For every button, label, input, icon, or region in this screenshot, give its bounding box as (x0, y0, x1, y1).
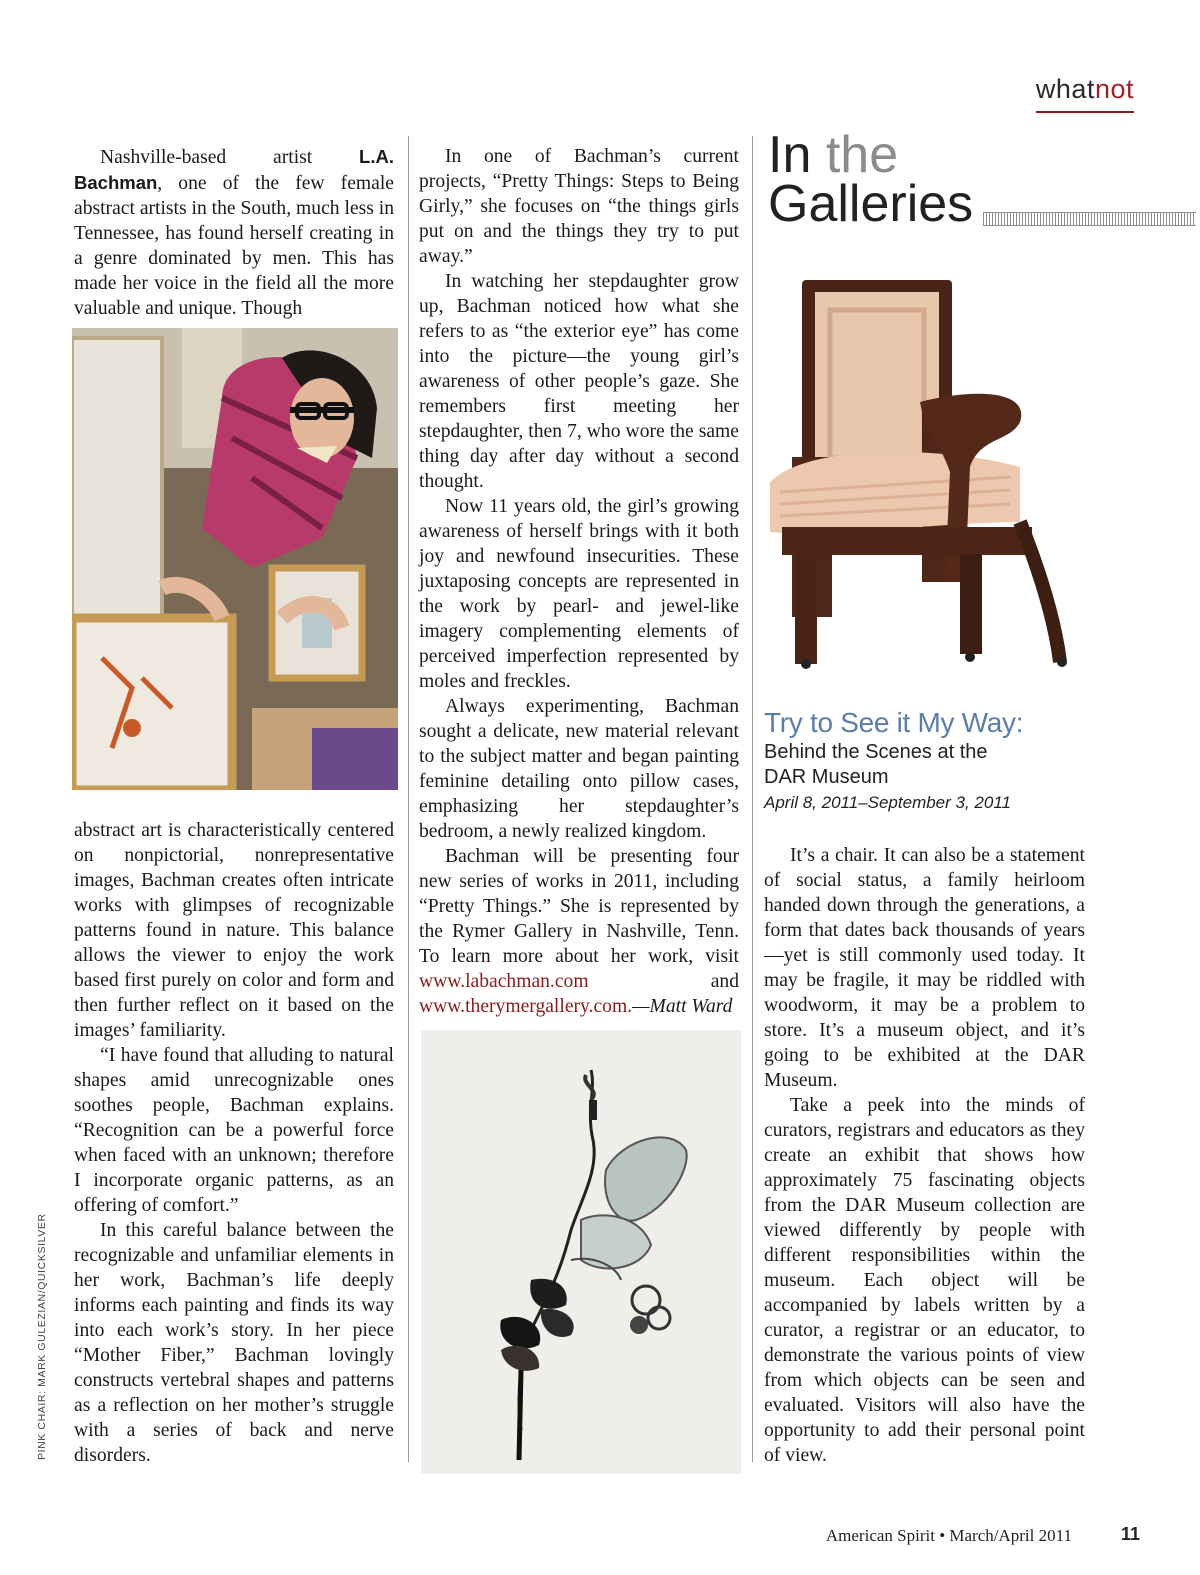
paragraph-8 (419, 844, 739, 1019)
artist-name: L.A. Bachman (74, 146, 394, 193)
byline: —Matt Ward (632, 996, 733, 1017)
section-tag (1036, 74, 1134, 113)
title-hatch-divider (983, 212, 1196, 226)
column-1-bottom (74, 818, 394, 1468)
title-galleries: Galleries (768, 175, 974, 233)
p1-lead: Nashville-based artist (100, 147, 360, 168)
exhibit-subtitle-line-1: Behind the Scenes at the (764, 741, 988, 763)
paragraph-4: In one of Bachman’s current projects, “Pretty Things: Steps to Being Girly,” she focuses on “the things girls put on and the things they try to put away.” (419, 146, 739, 267)
column-1-top (74, 144, 394, 321)
paragraph-7: Always experimenting, Bachman sought a delicate, new material relevant to the subject matter and began painting feminine detailing onto pillow cases, emphasizing her stepdaughter’s bedroom, a newly realized kingdom. (419, 696, 739, 842)
exhibit-subtitle-line-2: DAR Museum (764, 766, 889, 788)
gallery-title (768, 126, 974, 233)
p8-lead: Bachman will be presenting four new series of works in 2011, including “Pretty Things.” She is represented by the Rymer Gallery in Nashville, Tenn. To learn more about her work, visit (419, 846, 739, 967)
labachman-link[interactable]: www.labachman.com (419, 971, 589, 992)
title-the: the (825, 126, 899, 184)
p1-rest: , one of the few female abstract artists in the South, much less in Tennessee, has found herself creating in a genre dominated by men. This has made her voice in the field all the more valuable and unique. Though (74, 173, 394, 319)
p8-and: and (588, 971, 739, 992)
sidebar-paragraph-2: Take a peek into the minds of curators, registrars and educators as they create an exhibit that shows how approximately 75 fascinating objects from the DAR Museum collection are viewed differently by people with different responsibilities within the museum. Each object will be accompanied by labels written by a curator, a registrar or an educator, to demonstrate the various points of view from which objects can be seen and evaluated. Visitors will also have the opportunity to add their personal point of view. (764, 1095, 1085, 1466)
exhibit-heading (764, 706, 1094, 813)
footer-magazine: American Spirit • March/April 2011 (825, 1526, 1072, 1545)
p1-continued: abstract art is characteristically centered on nonpictorial, nonrepresentative images, Bachman creates often intricate works with glimpses of recognizable patterns found in nature. This balance allows the viewer to enjoy the work based first purely on color and form and then further reflect on it based on the images’ familiarity. (74, 820, 394, 1041)
photo-credit: PINK CHAIR: MARK GULEZIAN/QUICKSILVER (36, 1213, 48, 1460)
sidebar-paragraph-1: It’s a chair. It can also be a statement of social status, a family heirloom handed down through the generations, a form that dates back thousands of years—yet is still commonly used today. It may be fragile, it may be riddled with woodworm, it may be a problem to store. It’s a museum object, and it’s going to be exhibited at the DAR Museum. (764, 845, 1085, 1091)
rymer-gallery-link[interactable]: www.therymergallery.com. (419, 996, 633, 1017)
column-2 (419, 144, 739, 1019)
exhibit-title: Try to See it My Way: (764, 707, 1024, 738)
column-rule-1 (408, 136, 409, 1462)
page-number: 11 (1120, 1524, 1140, 1544)
section-tag-what: what (1035, 74, 1095, 104)
pink-chair-photo (770, 272, 1088, 670)
section-tag-not: not (1094, 74, 1134, 104)
artist-photo (72, 328, 398, 790)
exhibit-dates: April 8, 2011–September 3, 2011 (764, 793, 1011, 812)
column-3 (764, 843, 1085, 1468)
title-in: In (768, 126, 826, 184)
paragraph-3: In this careful balance between the recognizable and unfamiliar elements in her work, Bachman’s life deeply informs each painting and finds its way into each work’s story. In her piece “Mother Fiber,” Bachman lovingly constructs vertebral shapes and patterns as a reflection on her mother’s struggle with a series of back and nerve disorders. (74, 1220, 394, 1466)
column-rule-2 (752, 136, 753, 1462)
paragraph-6: Now 11 years old, the girl’s growing awareness of herself brings with it both joy and newfound insecurities. These juxtaposing concepts are represented in the work by pearl- and jewel-like imagery complementing elements of perceived imperfection represented by moles and freckles. (419, 496, 739, 692)
paragraph-5: In watching her stepdaughter grow up, Bachman noticed how what she refers to as “the exterior eye” has come into the picture—the young girl’s awareness of other people’s gaze. She remembers first meeting her stepdaughter, then 7, who wore the same thing day after day without a second thought. (419, 271, 739, 492)
artwork-image (421, 1030, 741, 1474)
paragraph-2: “I have found that alluding to natural shapes amid unrecognizable ones soothes people, Bachman explains. “Recognition can be a powerful force when faced with an unknown; therefore I incorporate organic patterns, as an offering of comfort.” (74, 1045, 394, 1216)
